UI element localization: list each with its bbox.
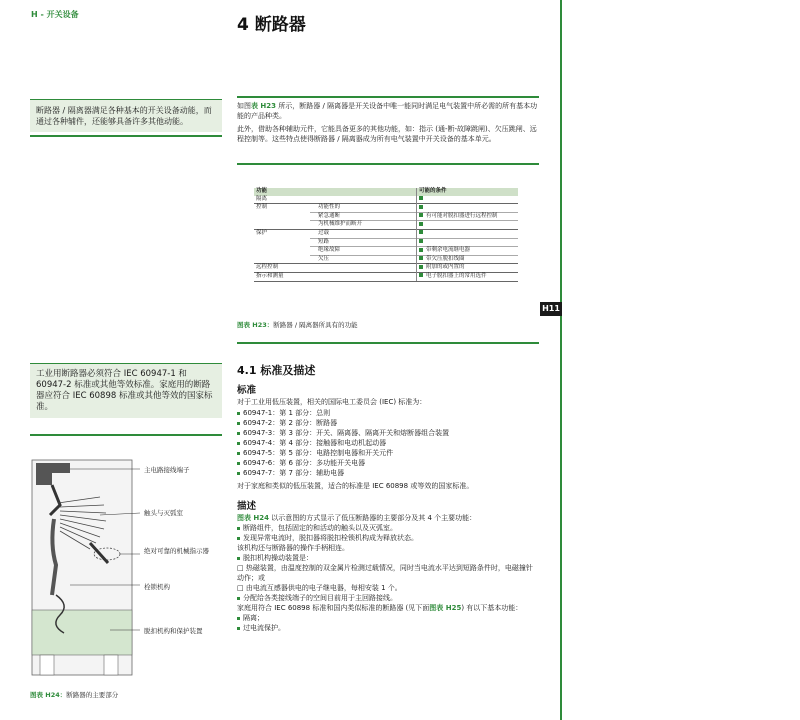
table-cell [254,247,310,256]
table-cell: 指示和测量 [254,272,417,281]
table-cell: 附加的或内置的 [417,264,519,273]
figure-caption-text: 断路器的主要部分 [66,691,119,699]
margin-rule [560,0,562,720]
list-item: 60947-3：第 3 部分：开关、隔离器、隔离开关和熔断器组合装置 [237,428,539,438]
label-indicator: 绝对可靠的机械指示器 [144,547,209,555]
bullet-square-icon [237,412,240,415]
table-row [254,272,518,281]
description-bullet: 分配给各类接线端子的空间目前用于主回路接线。 [237,593,539,603]
table-bottom-rule [237,342,539,344]
standards-outro: 对于家庭和类似的低压装置，适合的标准是 IEC 60898 或等效的国家标准。 [237,482,474,490]
page-tab: H11 [540,302,562,316]
table-cell: 绝缘故障 [316,247,417,256]
check-square-icon [419,248,423,252]
table-cell: 有可能对脱扣器进行远程控制 [417,212,519,221]
intro-bottom-rule [237,163,539,165]
bullet-square-icon [237,422,240,425]
description-bullet: 断路组件，包括固定的和活动的触头以及灭弧室。 [237,523,539,533]
table-cell: 为机械维护而断开 [316,221,417,230]
table-header-conditions: 可能的条件 [417,188,519,196]
table-row [254,229,518,238]
check-square-icon [419,256,423,260]
label-trip: 脱扣机构和保护装置 [144,627,203,635]
check-square-icon [419,205,423,209]
list-item: 60947-4：第 4 部分：接触器和电动机起动器 [237,438,539,448]
table-cell [254,238,310,247]
table-row [254,238,518,247]
intro-sidenote: 断路器 / 隔离器满足各种基本的开关设备动能，而通过各种辅件，还能够具备许多其他动能。 [30,99,222,132]
bottom-terminal-right [104,655,118,675]
standards-sidenote: 工业用断路器必须符合 IEC 60947-1 和 60947-2 标准或其他等效标准。家庭用的断路器应符合 IEC 60898 标准或其他等效的国家标准。 [30,363,222,418]
check-square-icon [419,239,423,243]
table-row [254,247,518,256]
list-item: 60947-7：第 7 部分：辅助电器 [237,468,539,478]
standards-intro: 对于工业用低压装置，相关的国际电工委员会 (IEC) 标准为： [237,398,427,406]
label-contacts: 触头与灭弧室 [144,509,183,517]
table-header-row [254,188,518,196]
table-cell: 保护 [254,229,310,238]
trip-unit-block [32,610,132,655]
table-cell [417,204,519,213]
table-cell [254,221,310,230]
description-line: 家庭用符合 IEC 60898 标准和国内类似标准的断路器 (见下面图表 H25) 有以下基本功能： [237,604,523,612]
table-header-function: 功能 [254,188,417,196]
bullet-square-icon [237,432,240,435]
standards-list [237,408,539,478]
bullet-square-icon [237,617,240,620]
table-row [254,204,518,213]
list-item: 60947-2：第 2 部分：断路器 [237,418,539,428]
subheading-description: 描述 [237,501,257,512]
table-row [254,255,518,264]
list-item: 60947-5：第 5 部分：电路控制电器和开关元件 [237,448,539,458]
table-cell [316,196,417,204]
table-cell: 过载 [316,229,417,238]
section-title: 4.1 标准及描述 [237,364,316,377]
table-cell [254,255,310,264]
table-cell: 短路 [316,238,417,247]
description-line: □ 热磁装置，由温度控制的双金属片检测过载情况，同时当电流水平达到短路条件时，电磁撞针动作；或 [237,564,533,582]
bullet-square-icon [237,557,240,560]
table-cell [417,221,519,230]
table-cell [254,212,310,221]
bullet-square-icon [237,597,240,600]
check-square-icon [419,273,423,277]
description-bullet: 脱扣机构操动装置是： [237,553,539,563]
table-row [254,221,518,230]
bullet-square-icon [237,627,240,630]
bullet-square-icon [237,472,240,475]
check-square-icon [419,196,423,200]
bullet-square-icon [237,442,240,445]
intro-sidenote-rule [30,135,222,137]
table-cell: 远程控制 [254,264,417,273]
table-caption-text: 断路器 / 隔离器所具有的功能 [273,321,358,329]
description-line: 该机构还与断路器的操作手柄相连。 [237,544,349,552]
intro-p1-ref[interactable]: 表 H23 [251,102,277,110]
table-caption [237,320,358,329]
breaker-diagram [30,455,210,685]
check-square-icon [419,265,423,269]
table-row [254,196,518,204]
check-square-icon [419,222,423,226]
check-square-icon [419,213,423,217]
bullet-square-icon [237,462,240,465]
label-latch: 栓锁机构 [144,583,170,591]
bullet-square-icon [237,452,240,455]
standards-sidenote-rule [30,434,222,436]
intro-p1-post: 所示，断路器 / 隔离器是开关设备中唯一能同时满足电气装置中所必需的所有基本功能的产品种类。 [237,102,538,120]
check-square-icon [419,230,423,234]
table-cell: 紧急通断 [316,212,417,221]
table-caption-label: 图表 H23： [237,321,274,329]
table-cell [417,229,519,238]
table-row [254,264,518,273]
description-bullet: 隔离； [237,613,539,623]
section-tag: H - 开关设备 [31,10,79,19]
table-cell: 功能性的 [316,204,417,213]
intro-paragraph-2: 此外，借助各种辅助元件，它能具备更多的其他功能，如：指示 (通-断-故障跳闸)、欠压跳闸、远程控制等。这些特点使得断路器 / 隔离器成为所有电气装置中开关设备的基本单元。 [237,125,537,143]
description-body [237,513,539,633]
list-item: 60947-6：第 6 部分：多功能开关电器 [237,458,539,468]
figure-caption [30,690,118,699]
table-cell: 电子脱扣器上的常用选件 [417,272,519,281]
description-line: 图表 H24 以示意图的方式显示了低压断路器的主要部分及其 4 个主要功能： [237,514,477,522]
bullet-square-icon [237,537,240,540]
description-bullet: 过电流保护。 [237,623,539,633]
intro-top-rule [237,96,539,98]
intro-p1-pre: 如图 [237,102,251,110]
bottom-terminal-left [40,655,54,675]
bullet-square-icon [237,527,240,530]
description-line: □ 由电流互感器供电的电子继电器，每相安装 1 个。 [237,584,402,592]
table-cell [417,238,519,247]
table-cell: 带剩余电流继电器 [417,247,519,256]
chapter-title: 4 断路器 [237,15,306,35]
intro-paragraph-1 [237,101,539,121]
figure-ref-h25[interactable]: 图表 H25 [429,604,462,612]
table-cell: 控制 [254,204,310,213]
subheading-standard: 标准 [237,385,257,396]
table-cell [417,196,519,204]
figure-ref-h24[interactable]: 图表 H24 [237,514,270,522]
table-row [254,212,518,221]
table-cell: 欠压 [316,255,417,264]
list-item: 60947-1：第 1 部分：总则 [237,408,539,418]
description-bullet: 发现异常电流时，脱扣器将脱扣栓锁机构成为释放状态。 [237,533,539,543]
table-cell: 带欠压脱扣线圈 [417,255,519,264]
table-cell: 隔离 [256,195,268,202]
figure-caption-label: 图表 H24： [30,691,67,699]
function-table [254,188,518,282]
label-terminal: 主电路接线端子 [144,466,190,474]
